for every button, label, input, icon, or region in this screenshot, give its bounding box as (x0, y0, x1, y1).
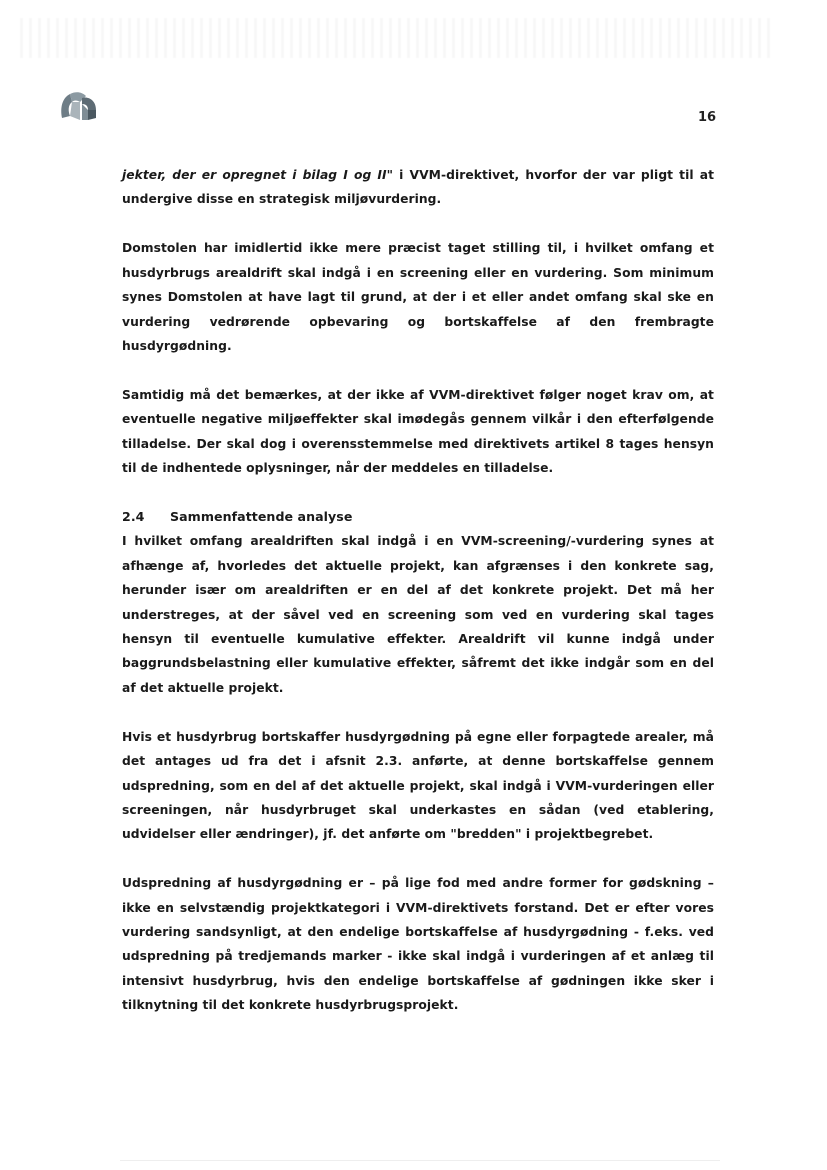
paragraph: Udspredning af husdyrgødning er – på lige fod med andre former for gødskning – ikke en selvstændig projektkategori i VVM-direktivets forstand. Det er efter vores vurdering sandsynligt, at den endelige bortskaffelse af husdyrgødning - f.eks. ved udspredning på tredjemands marker - ikke skal indgå i vurderingen af et anlæg til intensivt husdyrbrug, hvis den endelige bortskaffelse af gødningen ikke sker i tilknytning til det konkrete husdyrbrugsprojekt. (122, 876, 714, 1013)
section-title: Sammenfattende analyse (170, 508, 353, 524)
logo-icon (58, 88, 100, 124)
intro-italic-text: jekter, der er opregnet i bilag I og II" (122, 168, 394, 182)
paragraph: I hvilket omfang arealdriften skal indgå i en VVM-screening/-vurdering synes at afhænge af, hvorledes det aktuelle projekt, kan afgrænses i den konkrete sag, herunder især om arealdriften er en del af det konkrete projekt. Det må her understreges, at der såvel ved en screening som ved en vurdering skal tages hensyn til eventuelle kumulative effekter. Arealdrift vil kunne indgå under baggrundsbelastning eller kumulative effekter, såfremt det ikke indgår som en del af det aktuelle projekt. (122, 534, 714, 695)
intro-text: i VVM-direktivet, hvorfor der var pligt til at undergive disse en strategisk miljøvurdering. (122, 168, 714, 207)
section-number: 2.4 (122, 508, 145, 524)
footer-divider (120, 1160, 720, 1161)
document-body (122, 163, 714, 1042)
page-number: 16 (698, 110, 717, 125)
paragraph-intro (122, 163, 714, 212)
paragraph: Samtidig må det bemærkes, at der ikke af VVM-direktivet følger noget krav om, at eventuelle negative miljøeffekter skal imødegås gennem vilkår i den efterfølgende tilladelse. Der skal dog i overensstemmelse med direktivets artikel 8 tages hensyn til de indhentede oplysninger, når der meddeles en tilladelse. (122, 387, 714, 476)
section-heading (122, 505, 714, 529)
paragraph: Domstolen har imidlertid ikke mere præcist taget stilling til, i hvilket omfang et husdyrbrugs arealdrift skal indgå i en screening eller en vurdering. Som minimum synes Domstolen at have lagt til grund, at der i et eller andet omfang skal ske en vurdering vedrørende opbevaring og bortskaffelse af den frembragte husdyrgødning. (122, 241, 714, 353)
scan-artifact-strip (20, 18, 775, 58)
paragraph: Hvis et husdyrbrug bortskaffer husdyrgødning på egne eller forpagtede arealer, må det antages ud fra det i afsnit 2.3. anførte, at denne bortskaffelse gennem udspredning, som en del af det aktuelle projekt, skal indgå i VVM-vurderingen eller screeningen, når husdyrbruget skal underkastes en sådan (ved etablering, udvidelser eller ændringer), jf. det anførte om "bredden" i projektbegrebet. (122, 729, 714, 842)
